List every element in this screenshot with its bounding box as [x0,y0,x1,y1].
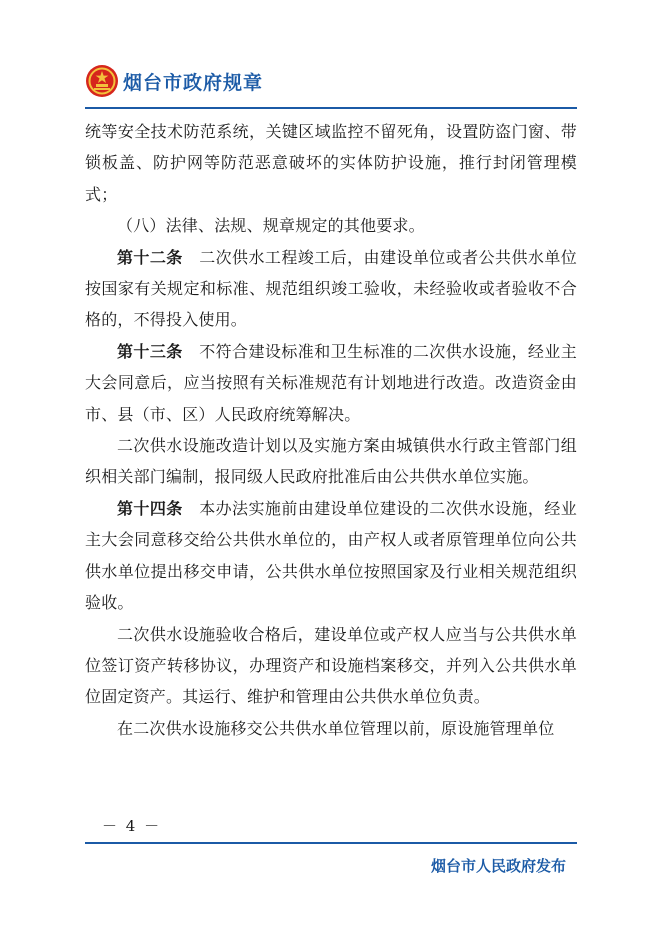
page-number: － 4 － [102,817,162,835]
footer-publisher: 烟台市人民政府发布 [430,857,566,875]
header-divider [85,107,577,109]
paragraph-2 [85,210,577,241]
article-13 [85,336,577,430]
paragraph-5 [85,430,577,493]
article-heading: 第十三条 [117,341,183,361]
paragraph-7 [85,619,577,713]
paragraph-text: 二次供水工程竣工后，由建设单位或者公共供水单位按国家有关规定和标准、规范组织竣工验收，未经验收或者验收不合格的，不得投入使用。 [85,247,577,330]
article-12 [85,242,577,336]
page-header [85,64,585,108]
article-14 [85,493,577,619]
footer-divider [85,842,577,844]
paragraph-1 [85,116,577,210]
article-heading: 第十二条 [117,247,183,267]
document-body [85,116,577,744]
paragraph-text: （八）法律、法规、规章规定的其他要求。 [117,216,425,236]
paragraph-text: 统等安全技术防范系统，关键区域监控不留死角，设置防盗门窗、带锁板盖、防护网等防范恶意破坏的实体防护设施，推行封闭管理模式； [85,122,577,204]
paragraph-text: 二次供水设施验收合格后，建设单位或产权人应当与公共供水单位签订资产转移协议，办理资产和设施档案移交，并列入公共供水单位固定资产。其运行、维护和管理由公共供水单位负责。 [85,624,577,707]
paragraph-text: 不符合建设标准和卫生标准的二次供水设施，经业主大会同意后，应当按照有关标准规范有计划地进行改造。改造资金由市、县（市、区）人民政府统筹解决。 [85,341,577,424]
paragraph-text: 二次供水设施改造计划以及实施方案由城镇供水行政主管部门组织相关部门编制，报同级人民政府批准后由公共供水单位实施。 [85,436,577,487]
header-title: 烟台市政府规章 [123,72,264,94]
national-emblem-icon [85,64,119,98]
paragraph-8 [85,713,577,744]
paragraph-text: 在二次供水设施移交公共供水单位管理以前，原设施管理单位 [117,718,555,738]
paragraph-text: 本办法实施前由建设单位建设的二次供水设施，经业主大会同意移交给公共供水单位的，由产权人或者原管理单位向公共供水单位提出移交申请，公共供水单位按照国家及行业相关规范组织验收。 [85,498,577,613]
article-heading: 第十四条 [117,498,183,518]
